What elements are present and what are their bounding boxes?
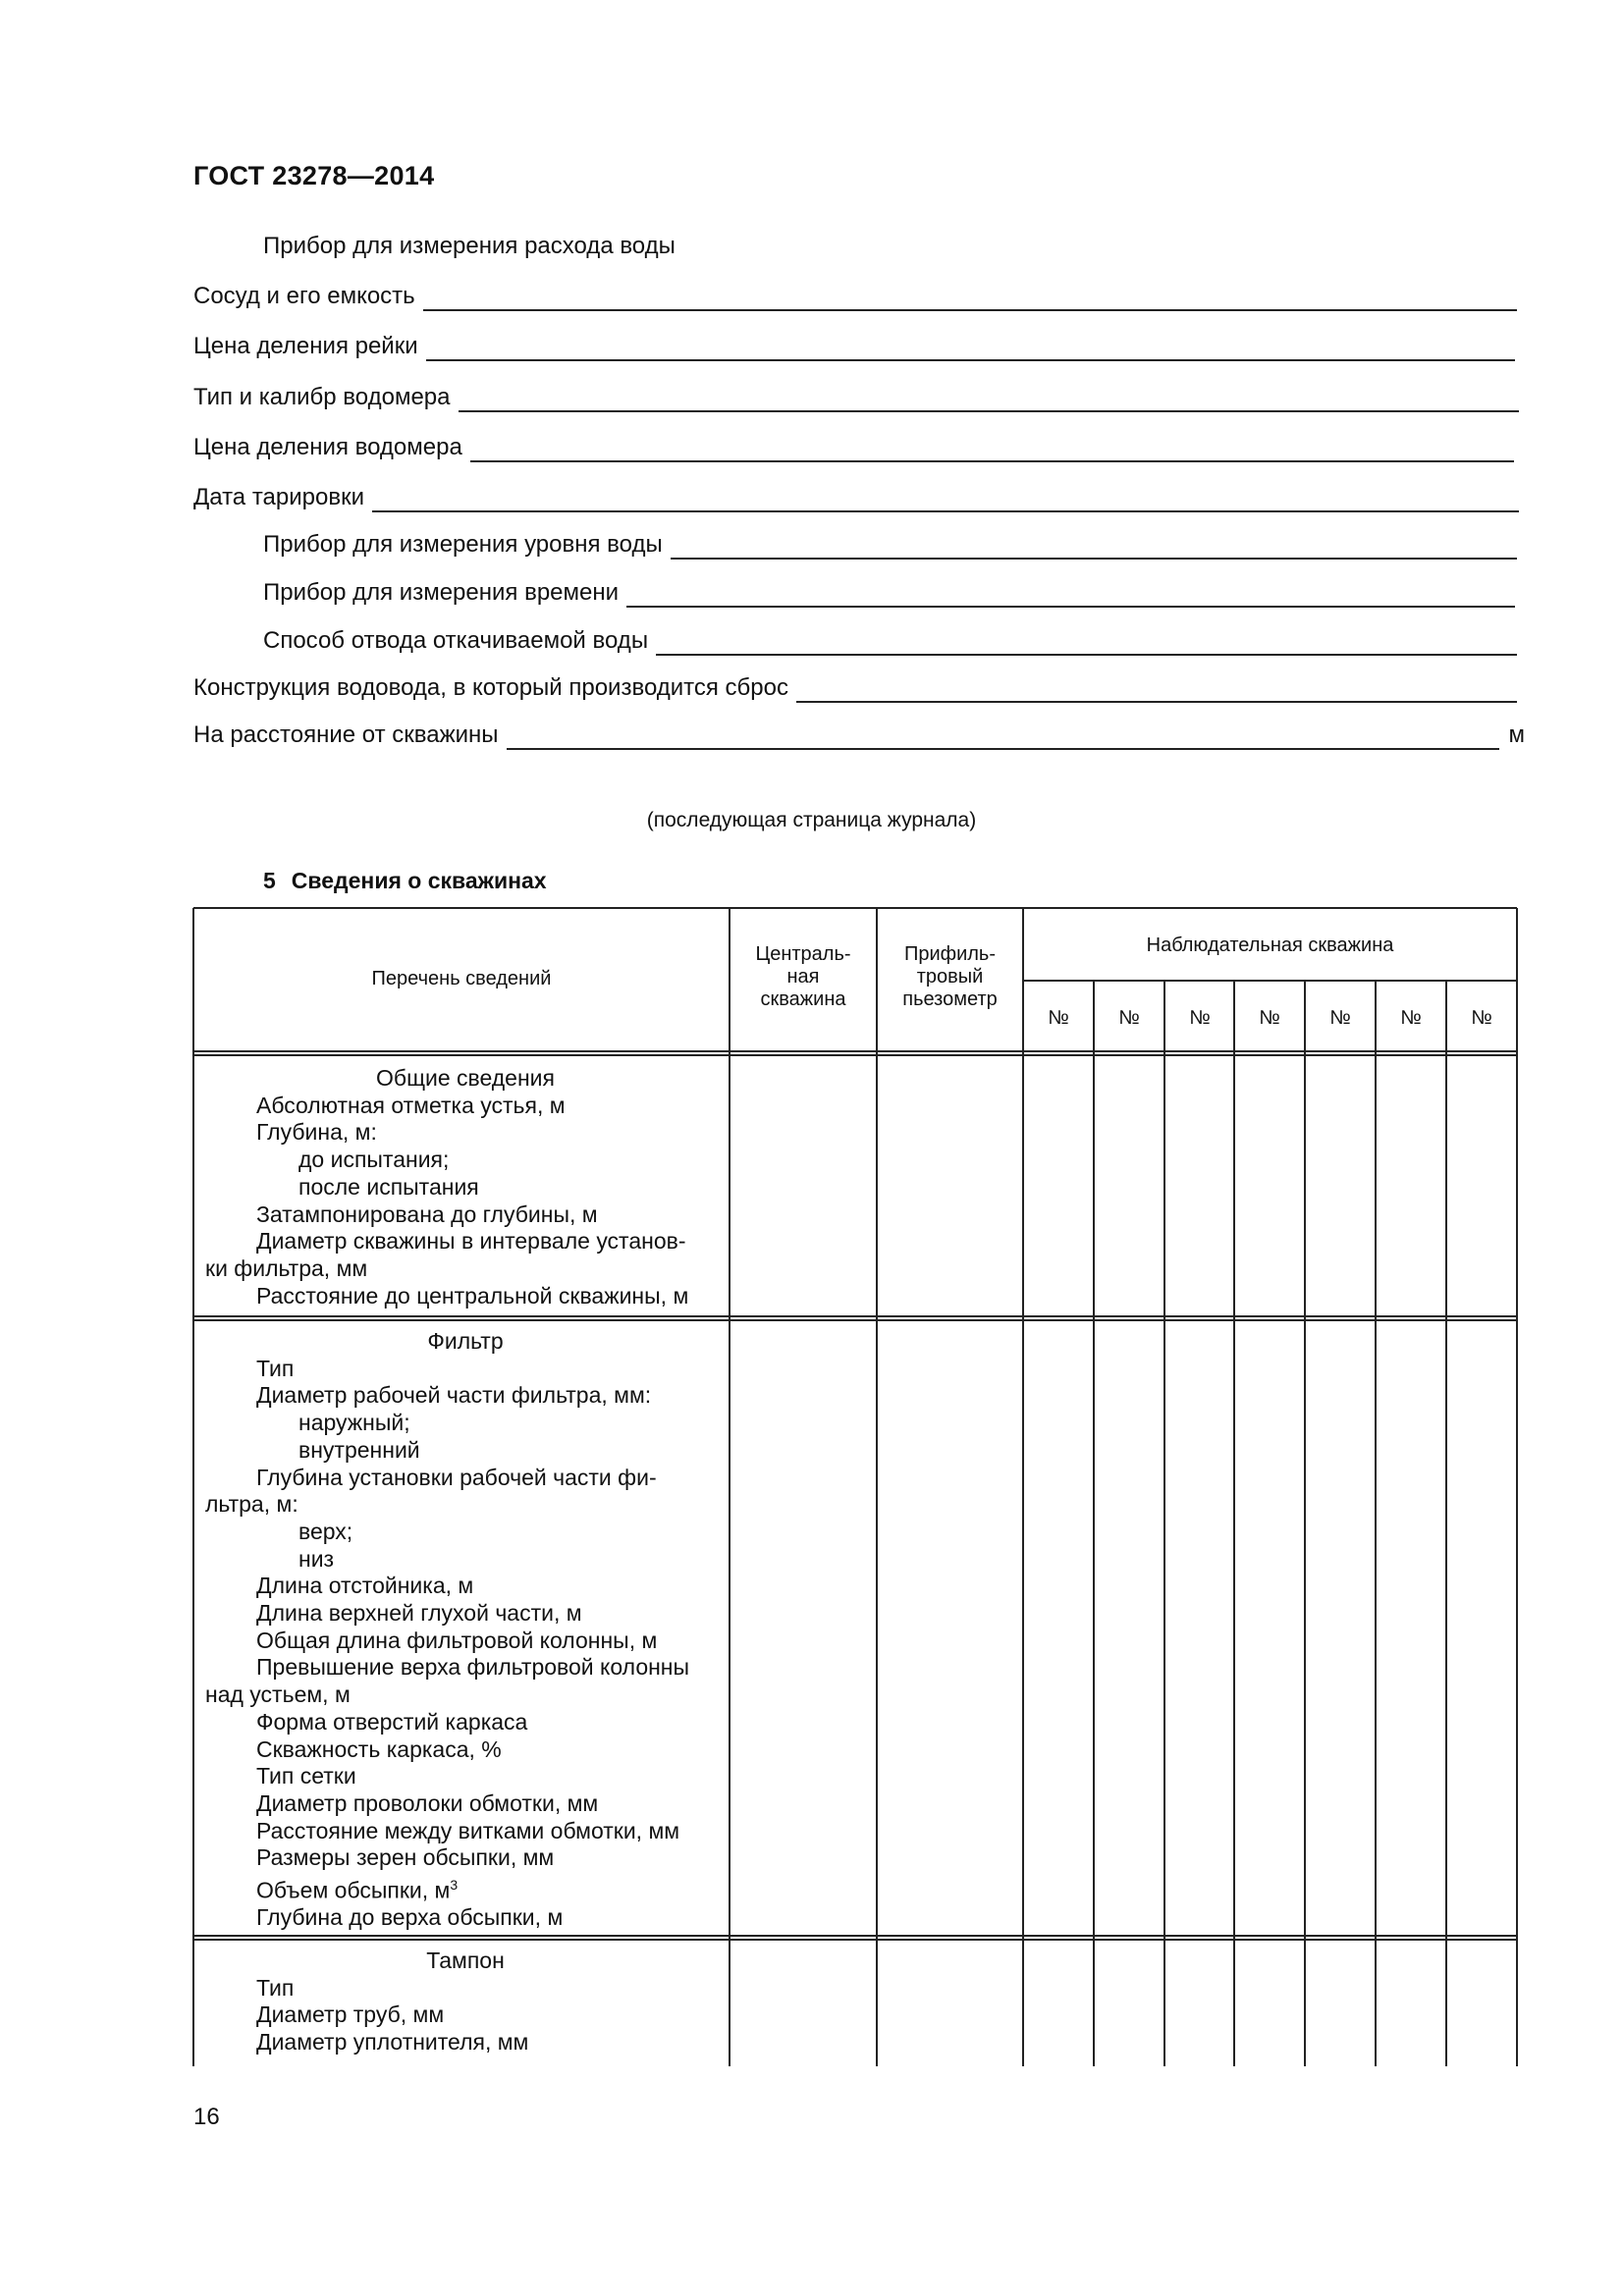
calibration-date-line [193,483,1519,512]
filter-item: Размеры зерен обсыпки, мм [256,1844,555,1871]
time-device-blank[interactable] [626,584,1515,608]
filter-item: Диаметр проволоки обмотки, мм [256,1789,599,1816]
filter-item: Общая длина фильтровой колонны, м [256,1627,658,1653]
filter-item: над устьем, м [205,1682,351,1708]
col-central-header: Централь- ная скважина [755,943,851,1010]
meter-type-label: Тип и калибр водомера [193,384,451,410]
general-info-title: Общие сведения [376,1065,555,1091]
observation-number-5: № [1329,1007,1351,1029]
general-item: Глубина, м: [256,1119,377,1146]
observation-number-1: № [1048,1007,1069,1029]
conduit-design-line [193,673,1517,703]
general-item: Расстояние до центральной скважины, м [256,1282,689,1308]
plug-item: Диаметр уплотнителя, мм [256,2029,529,2056]
conduit-design-label: Конструкция водовода, в который производится сброс [193,674,788,701]
rail-division-blank[interactable] [426,338,1515,361]
plug-item: Тип [256,1974,295,2001]
filter-item: верх; [298,1518,353,1544]
rail-division-label: Цена деления рейки [193,333,418,359]
filter-item: Расстояние между витками обмотки, мм [256,1817,680,1843]
general-item: Абсолютная отметка устья, м [256,1092,566,1118]
water-flow-device-heading: Прибор для измерения расхода воды [263,233,676,259]
meter-division-line [193,433,1514,462]
distance-unit: м [1508,721,1525,748]
observation-number-4: № [1259,1007,1280,1029]
section-title-text: Сведения о скважинах [291,868,547,893]
distance-blank[interactable] [507,726,1499,750]
filter-item: Длина верхней глухой части, м [256,1600,582,1627]
filter-item: низ [298,1545,335,1572]
filter-item: внутренний [298,1436,420,1463]
water-level-device-label: Прибор для измерения уровня воды [263,531,663,558]
meter-type-line [193,383,1519,412]
filter-item: Глубина до верха обсыпки, м [256,1904,564,1931]
plug-item: Диаметр труб, мм [256,2002,445,2028]
col-piezometer-header: Прифиль- тровый пьезометр [902,943,998,1010]
meter-type-blank[interactable] [459,389,1520,412]
vessel-label: Сосуд и его емкость [193,283,415,309]
document-header: ГОСТ 23278—2014 [193,161,435,190]
time-device-line [263,578,1515,608]
drainage-method-label: Способ отвода откачиваемой воды [263,627,649,654]
filter-item: Форма отверстий каркаса [256,1708,528,1735]
vessel-blank[interactable] [423,288,1517,311]
water-level-device-blank[interactable] [671,536,1517,560]
filter-item: Скважность каркаса, % [256,1735,502,1762]
observation-number-3: № [1189,1007,1211,1029]
general-item: после испытания [298,1173,479,1200]
filter-item: Объем обсыпки, $м^3$ [256,1877,459,1903]
col-observation-header: Наблюдательная скважина [1146,934,1394,956]
section-title [263,868,547,894]
filter-item: Тип [256,1355,295,1381]
time-device-label: Прибор для измерения времени [263,579,620,606]
filter-item: Глубина установки рабочей части фи- [256,1464,657,1490]
filter-item: наружный; [298,1410,410,1436]
filter-item: Тип сетки [256,1763,356,1789]
meter-division-label: Цена деления водомера [193,434,462,460]
observation-number-2: № [1118,1007,1140,1029]
section-number: 5 [263,868,276,893]
plug-title: Тампон [426,1948,505,1973]
calibration-date-label: Дата тарировки [193,484,364,510]
filter-item: Длина отстойника, м [256,1573,474,1599]
general-item: ки фильтра, мм [205,1255,368,1281]
vessel-line [193,282,1517,311]
page-note: (последующая страница журнала) [646,809,977,831]
distance-label: На расстояние от скважины [193,721,499,748]
page-number: 16 [193,2104,220,2130]
drainage-method-blank[interactable] [656,632,1517,656]
distance-line [193,721,1525,750]
col-info-header: Перечень сведений [371,968,552,989]
general-item: до испытания; [298,1147,450,1173]
general-item: Затампонирована до глубины, м [256,1201,598,1227]
filter-item: Диаметр рабочей части фильтра, мм: [256,1382,652,1409]
plug-block [205,1948,726,2056]
filter-item: Превышение верха фильтровой колонны [256,1654,690,1681]
general-item: Диаметр скважины в интервале установ- [256,1228,686,1255]
meter-division-blank[interactable] [470,439,1514,462]
wells-table [193,908,1517,2066]
filter-item: льтра, м: [205,1491,298,1518]
cubic-superscript: 3 [450,1877,459,1894]
general-info-block [205,1065,726,1309]
observation-number-7: № [1471,1007,1492,1029]
calibration-date-blank[interactable] [372,489,1519,512]
conduit-design-blank[interactable] [796,679,1517,703]
filter-title: Фильтр [427,1328,504,1354]
filter-block [205,1328,726,1932]
rail-division-line [193,332,1515,361]
drainage-method-line [263,626,1517,656]
water-level-device-line [263,530,1517,560]
observation-number-6: № [1400,1007,1422,1029]
